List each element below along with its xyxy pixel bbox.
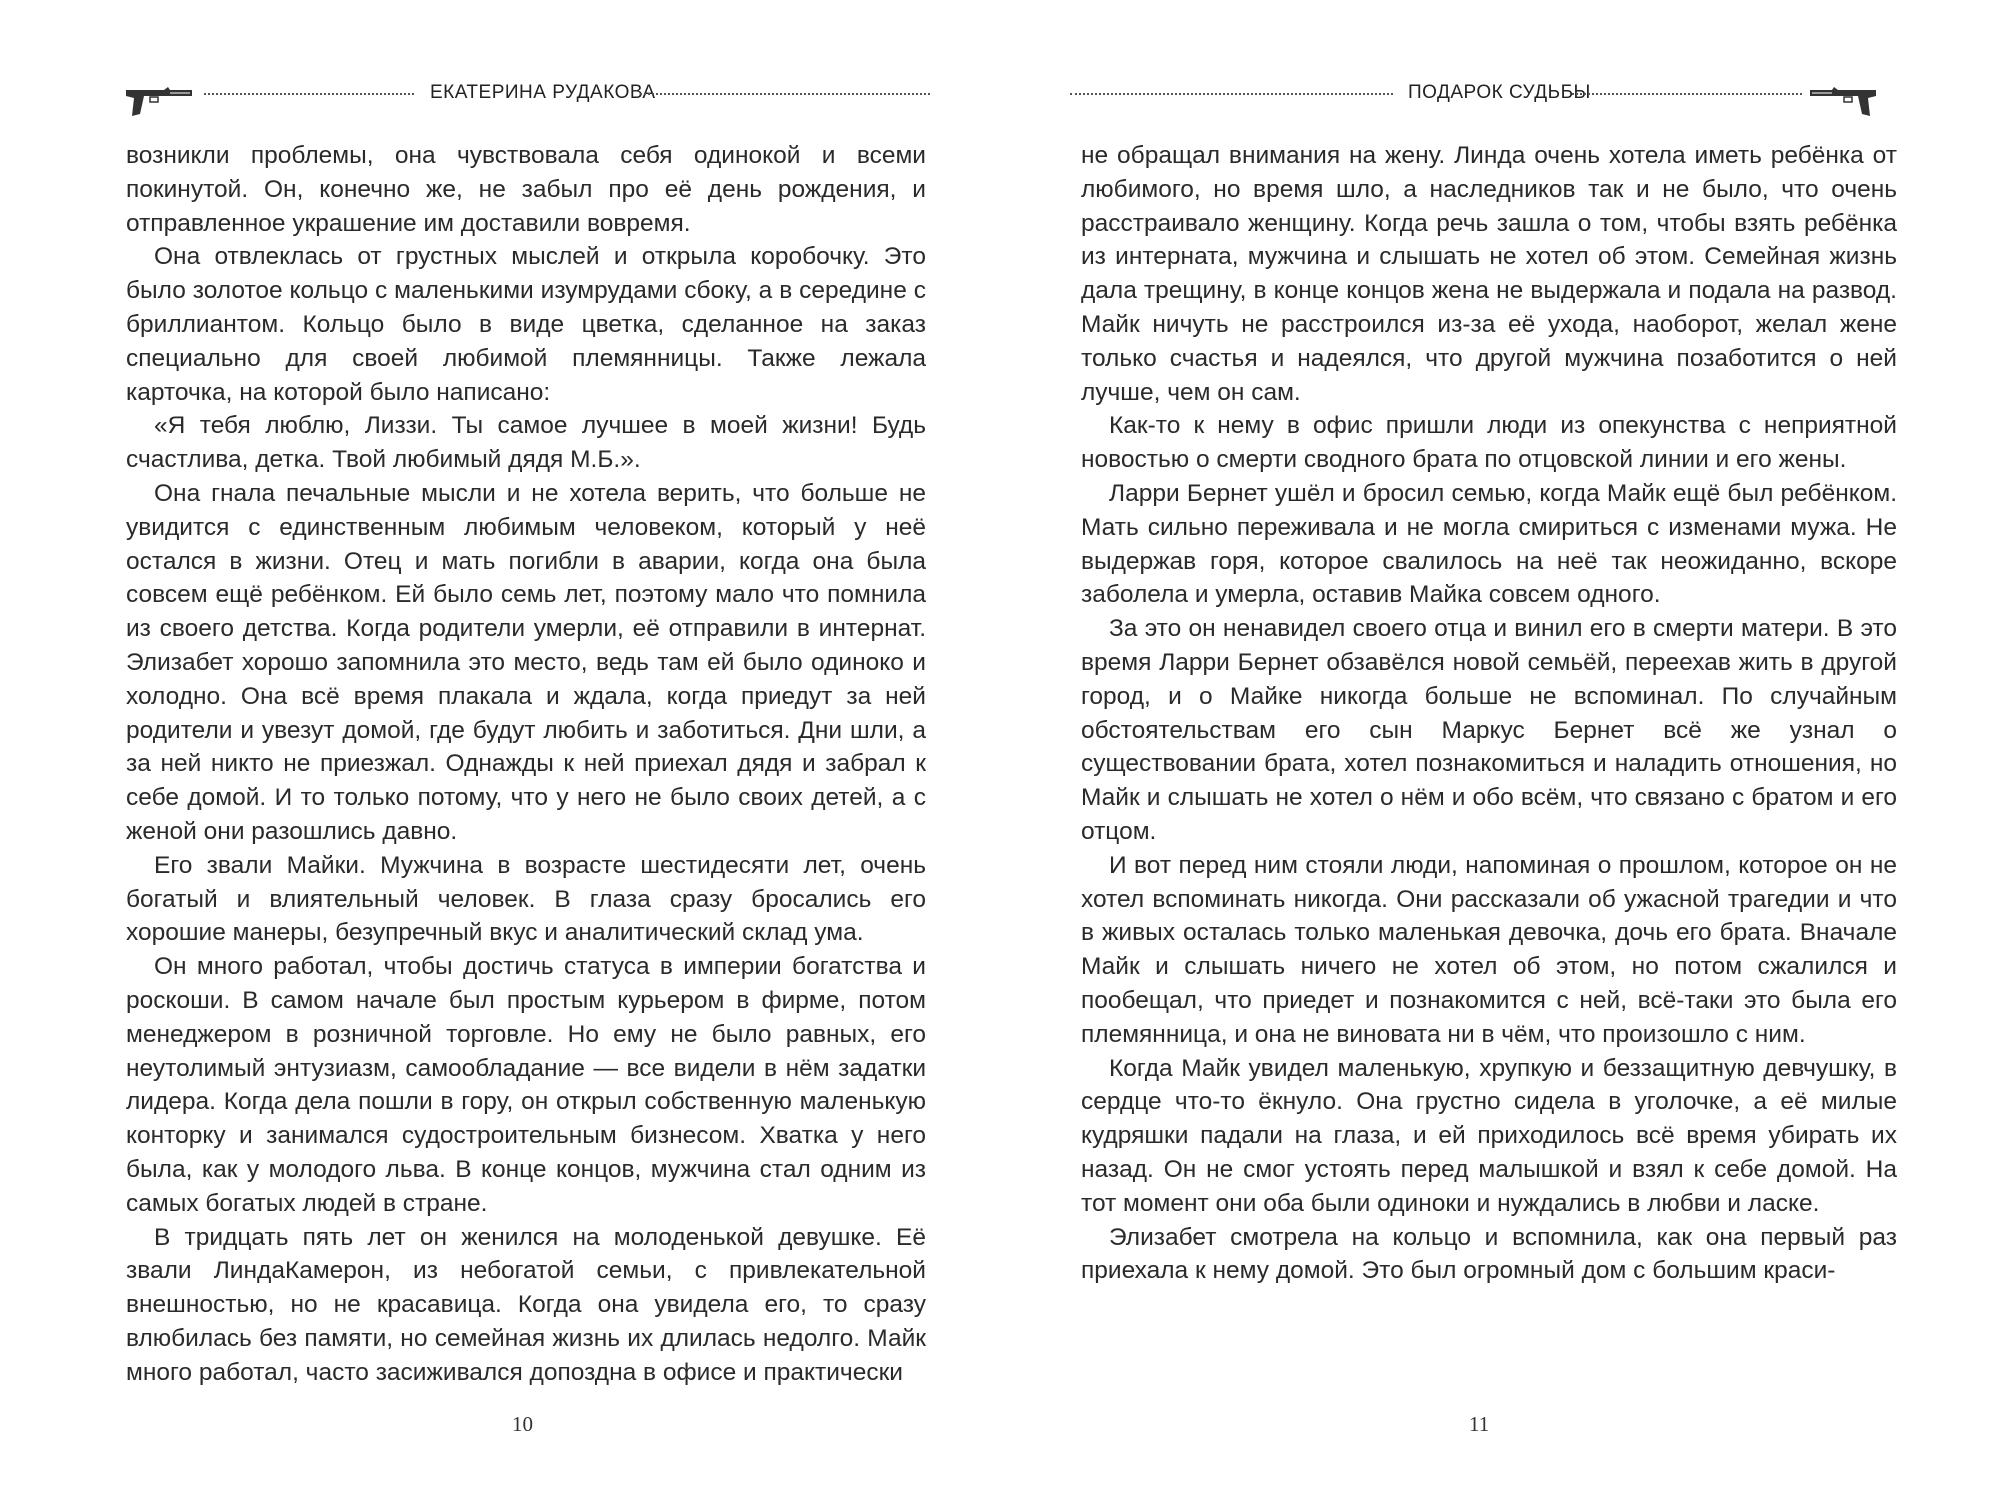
paragraph: Его звали Майки. Мужчина в возрасте шестидесяти лет, очень богатый и влиятельный человек. В глаза сразу бросались его хорошие манеры, безупречный вкус и аналитический склад ума.	[126, 851, 926, 947]
paragraph: Она гнала печальные мысли и не хотела верить, что больше не увидится с единственным любимым человеком, который у неё остался в жизни. Отец и мать погибли в аварии, когда она была совсем ещё ребёнком. Ей было семь лет, поэтому мало что помнила из своего детства. Когда родители умерли, её отправили в интернат. Элизабет хорошо запомнила это место, ведь там ей было одиноко и холодно. Она всё время плакала и ждала, когда приедут за ней родители и увезут домой, где будут любить и заботиться. Дни шли, а за ней никто не приезжал. Однажды к ней приехал дядя и забрал к себе домой. И то только потому, что у него не было своих детей, а с женой они разошлись давно.	[126, 479, 926, 845]
header-dotted-leader	[1070, 93, 1393, 95]
paragraph: Она отвлеклась от грустных мыслей и открыла коробочку. Это было золотое кольцо с маленькими изумрудами сбоку, а в середине с бриллиантом. Кольцо было в виде цветка, сделанное на заказ специально для своей любимой племянницы. Также лежала карточка, на которой было написано:	[126, 243, 926, 406]
pistol-icon	[124, 84, 194, 124]
right-page	[1000, 0, 2000, 1489]
paragraph: возникли проблемы, она чувствовала себя одинокой и всеми покинутой. Он, конечно же, не забыл про её день рождения, и отправленное украшение им доставили вовремя.	[126, 142, 926, 237]
right-body-text	[1081, 139, 1897, 1288]
paragraph: не обращал внимания на жену. Линда очень хотела иметь ребёнка от любимого, но время шло, а наследников так и не было, что очень расстраивало женщину. Когда речь зашла о том, чтобы взять ребёнка из интерната, мужчина и слышать не хотел об этом. Семейная жизнь дала трещину, в конце концов жена не выдержала и подала на развод. Майк ничуть не расстроился из-за её ухода, наоборот, желал жене только счастья и надеялся, что другой мужчина позаботится о ней лучше, чем он сам.	[1081, 142, 1897, 406]
paragraph: «Я тебя люблю, Лиззи. Ты самое лучшее в моей жизни! Будь счастлива, детка. Твой любимый дядя М.Б.».	[126, 412, 926, 474]
right-running-header	[1070, 78, 1882, 118]
left-page-number: 10	[512, 1412, 533, 1436]
paragraph: В тридцать пять лет он женился на молоденькой девушке. Её звали ЛиндаКамерон, из небогатой семьи, с привлекательной внешностью, но не красавица. Когда она увидела его, то сразу влюбилась без памяти, но семейная жизнь их длилась недолго. Майк много работал, часто засиживался допоздна в офисе и практически	[126, 1223, 926, 1386]
right-header-title: ПОДАРОК СУДЬБЫ	[1408, 82, 1591, 103]
paragraph: Ларри Бернет ушёл и бросил семью, когда Майк ещё был ребёнком. Мать сильно переживала и не могла смириться с изменами мужа. Не выдержав горя, которое свалилось на неё так неожиданно, вскоре заболела и умерла, оставив Майка совсем одного.	[1081, 479, 1897, 609]
paragraph: Элизабет смотрела на кольцо и вспомнила, как она первый раз приехала к нему домой. Это был огромный дом с большим краси-	[1081, 1223, 1897, 1285]
paragraph: Когда Майк увидел маленькую, хрупкую и беззащитную девчушку, в сердце что-то ёкнуло. Она грустно сидела в уголочке, а её милые кудряшки падали на глаза, и ей приходилось всё время убирать их назад. Он не смог устоять перед малышкой и взял к себе домой. На тот момент они оба были одиноки и нуждались в любви и ласке.	[1081, 1054, 1897, 1217]
pistol-icon	[1808, 84, 1878, 124]
header-dotted-leader	[1572, 93, 1802, 95]
header-dotted-leader	[640, 93, 930, 95]
paragraph: За это он ненавидел своего отца и винил его в смерти матери. В это время Ларри Бернет обзавёлся новой семьёй, переехав жить в другой город, и о Майке никогда больше не вспоминал. По случайным обстоятельствам его сын Маркус Бернет всё же узнал о существовании брата, хотел познакомиться и наладить отношения, но Майк и слышать не хотел о нём и обо всём, что связано с братом и его отцом.	[1081, 615, 1897, 845]
right-page-number: 11	[1469, 1412, 1490, 1436]
header-dotted-leader	[204, 93, 414, 95]
paragraph: И вот перед ним стояли люди, напоминая о прошлом, которое он не хотел вспоминать никогда. Они рассказали об ужасной трагедии и что в живых осталась только маленькая девочка, дочь его брата. Вначале Майк и слышать ничего не хотел об этом, но потом сжалился и пообещал, что приедет и познакомится с ней, всё-таки это была его племянница, и она не виновата ни в чём, что произошло с ним.	[1081, 851, 1897, 1048]
left-running-header	[120, 78, 930, 118]
left-header-title: ЕКАТЕРИНА РУДАКОВА	[430, 82, 656, 103]
paragraph: Он много работал, чтобы достичь статуса в империи богатства и роскоши. В самом начале был простым курьером в фирме, потом менеджером в розничной торговле. Но ему не было равных, его неутолимый энтузиазм, самообладание — все видели в нём задатки лидера. Когда дела пошли в гору, он открыл собственную маленькую конторку и занимался судостроительным бизнесом. Хватка у него была, как у молодого льва. В конце концов, мужчина стал одним из самых богатых людей в стране.	[126, 953, 926, 1217]
paragraph: Как-то к нему в офис пришли люди из опекунства с неприятной новостью о смерти сводного брата по отцовской линии и его жены.	[1081, 412, 1897, 474]
left-body-text	[126, 139, 926, 1389]
